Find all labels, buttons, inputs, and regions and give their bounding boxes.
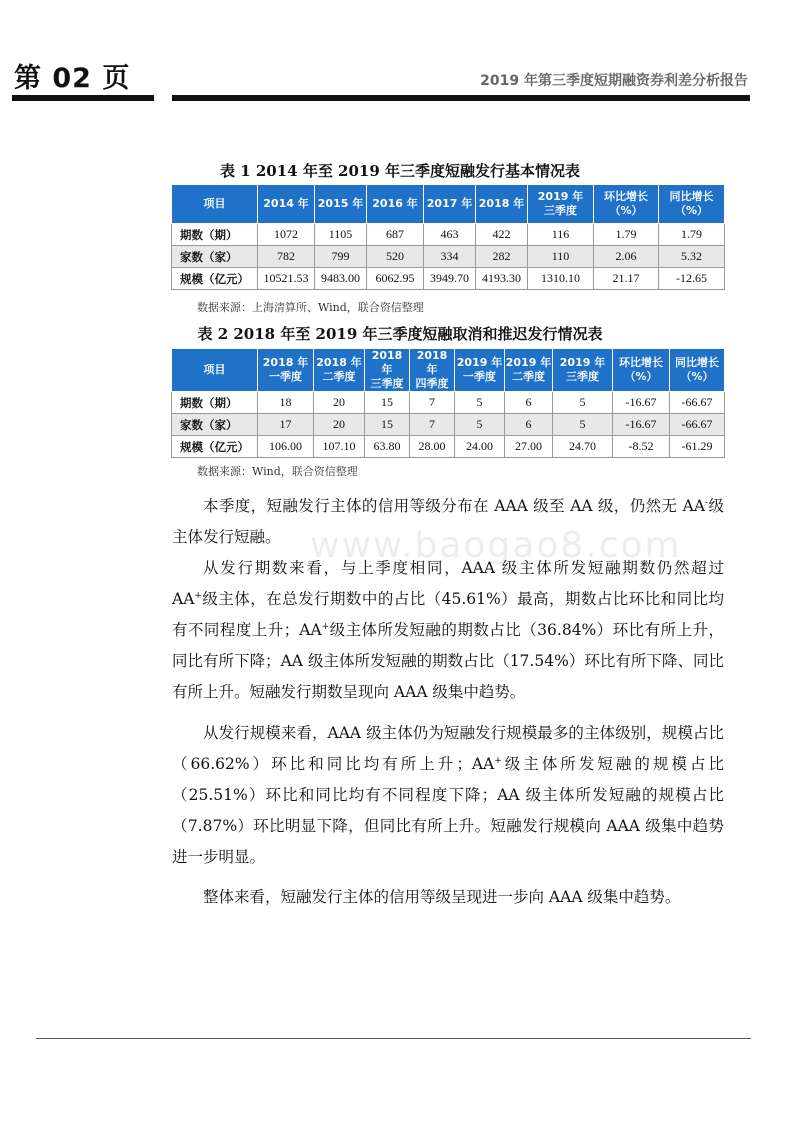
table2-cell: 63.80 xyxy=(365,436,410,458)
table1-issuance-overview xyxy=(171,184,725,290)
table1-cell: 282 xyxy=(476,246,528,268)
table1-caption: 表 1 2014 年至 2019 年三季度短融发行基本情况表 xyxy=(219,162,581,180)
table2-caption: 表 2 2018 年至 2019 年三季度短融取消和推迟发行情况表 xyxy=(197,325,603,343)
table1-header-cell: 2016 年 xyxy=(367,185,424,224)
table2-row-label: 家数（家） xyxy=(172,414,258,436)
table1-cell: 799 xyxy=(315,246,367,268)
table2-row xyxy=(172,414,725,436)
table2-cell: -16.67 xyxy=(613,414,670,436)
table1-header-row xyxy=(172,185,725,224)
table2-cell: 24.00 xyxy=(455,436,505,458)
table1-cell: 687 xyxy=(367,224,424,246)
table2-header-cell: 2019 年 三季度 xyxy=(553,349,613,392)
table1-cell: 5.32 xyxy=(659,246,725,268)
report-title: 2019 年第三季度短期融资券利差分析报告 xyxy=(480,73,748,89)
table1-cell: 9483.00 xyxy=(315,268,367,290)
paragraph-issuance-count xyxy=(172,553,724,708)
table1-row-label: 规模（亿元） xyxy=(172,268,258,290)
table1-header-cell: 项目 xyxy=(172,185,258,224)
watermark: www.baogao8.com xyxy=(310,525,682,566)
table2-cell: 18 xyxy=(258,392,314,414)
paragraph-rating-distribution xyxy=(172,491,724,553)
table2-cell: 5 xyxy=(553,392,613,414)
table2-cell: 28.00 xyxy=(410,436,455,458)
table2-cell: 17 xyxy=(258,414,314,436)
table2-header-row xyxy=(172,349,725,392)
table1-header-cell: 同比增长 （%） xyxy=(659,185,725,224)
p2-text-c: 级主体所发短融的期数占比（36.84%）环比有所上升，同比有所下降；AA 级主体所发短融的期数占比（17.54%）环比有所下降、同比有所上升。短融发行期数呈现向 AAA 级集中趋势。 xyxy=(172,621,724,701)
table1-source-note: 数据来源：上海清算所、Wind，联合资信整理 xyxy=(197,301,424,314)
table1-cell: 10521.53 xyxy=(258,268,315,290)
table1-cell: 463 xyxy=(424,224,476,246)
p3-superscript: + xyxy=(494,755,502,766)
table1-cell: -12.65 xyxy=(659,268,725,290)
table2-cell: -66.67 xyxy=(670,392,725,414)
table1-header-cell: 2014 年 xyxy=(258,185,315,224)
table1-cell: 782 xyxy=(258,246,315,268)
p2-text-b: 级主体，在总发行期数中的占比（45.61%）最高，期数占比环比和同比均有不同程度上升；AA xyxy=(172,590,724,639)
table2-header-cell: 项目 xyxy=(172,349,258,392)
table2-row-label: 规模（亿元） xyxy=(172,436,258,458)
table2-header-cell: 2018 年 二季度 xyxy=(314,349,365,392)
table1-cell: 2.06 xyxy=(594,246,659,268)
table1-cell: 1105 xyxy=(315,224,367,246)
table2-header-cell: 环比增长 （%） xyxy=(613,349,670,392)
table2-cell: 24.70 xyxy=(553,436,613,458)
table1-row xyxy=(172,224,725,246)
table2-header-cell: 同比增长 （%） xyxy=(670,349,725,392)
page-number-label: 第 02 页 xyxy=(14,63,131,94)
table2-cell: 7 xyxy=(410,392,455,414)
p3-text-b: 级主体所发短融的规模占比（25.51%）环比和同比均有不同程度下降；AA 级主体所发短融的规模占比（7.87%）环比明显下降，但同比有所上升。短融发行规模向 AAA 级集中趋势进一步明显。 xyxy=(172,755,724,866)
table1-header-cell: 环比增长 （%） xyxy=(594,185,659,224)
table2-cell: 5 xyxy=(455,414,505,436)
p2-text-a: 从发行期数来看，与上季度相同，AAA 级主体所发短融期数仍然超过 AA xyxy=(172,559,724,608)
table2-cell: 107.10 xyxy=(314,436,365,458)
table1-cell: 4193.30 xyxy=(476,268,528,290)
table2-header-cell: 2018 年 三季度 xyxy=(365,349,410,392)
table2-row-label: 期数（期） xyxy=(172,392,258,414)
table1-cell: 6062.95 xyxy=(367,268,424,290)
table1-cell: 3949.70 xyxy=(424,268,476,290)
paragraph-issuance-scale xyxy=(172,718,724,873)
table1-header-cell: 2018 年 xyxy=(476,185,528,224)
table1-cell: 110 xyxy=(528,246,594,268)
table2-cell: 5 xyxy=(553,414,613,436)
table1-row-label: 期数（期） xyxy=(172,224,258,246)
table1-cell: 334 xyxy=(424,246,476,268)
table1-cell: 116 xyxy=(528,224,594,246)
table2-cell: 20 xyxy=(314,392,365,414)
table2-cell: 6 xyxy=(505,414,553,436)
table2-cell: 7 xyxy=(410,414,455,436)
header-rule-right xyxy=(172,95,750,101)
table2-cell: -61.29 xyxy=(670,436,725,458)
table1-cell: 21.17 xyxy=(594,268,659,290)
p3-text-a: 从发行规模来看，AAA 级主体仍为短融发行规模最多的主体级别，规模占比（66.62%）环比和同比均有所上升；AA xyxy=(172,724,724,773)
p2-superscript-2: + xyxy=(321,621,330,632)
table1-row-label: 家数（家） xyxy=(172,246,258,268)
p1-text-b: 级主体发行短融。 xyxy=(172,497,724,546)
table1-cell: 1.79 xyxy=(659,224,725,246)
table1-header-cell: 2017 年 xyxy=(424,185,476,224)
table2-header-cell: 2018 年 一季度 xyxy=(258,349,314,392)
table1-header-cell: 2015 年 xyxy=(315,185,367,224)
table1-header-cell: 2019 年 三季度 xyxy=(528,185,594,224)
table1-cell: 1.79 xyxy=(594,224,659,246)
table2-cell: 106.00 xyxy=(258,436,314,458)
table2-cell: 15 xyxy=(365,392,410,414)
p1-text-a: 本季度，短融发行主体的信用等级分布在 AAA 级至 AA 级，仍然无 AA xyxy=(203,497,706,515)
table2-cell: -66.67 xyxy=(670,414,725,436)
table2-cell: 20 xyxy=(314,414,365,436)
header-rule-left xyxy=(12,95,154,101)
table2-source-note: 数据来源：Wind，联合资信整理 xyxy=(197,465,358,478)
table2-cell: -8.52 xyxy=(613,436,670,458)
table1-row xyxy=(172,268,725,290)
table2-cell: 6 xyxy=(505,392,553,414)
table2-header-cell: 2019 年 一季度 xyxy=(455,349,505,392)
table2-cell: 5 xyxy=(455,392,505,414)
p1-superscript: - xyxy=(705,497,709,508)
table2-cell: -16.67 xyxy=(613,392,670,414)
table2-cancelled-postponed xyxy=(171,348,725,458)
table2-cell: 15 xyxy=(365,414,410,436)
table1-cell: 1310.10 xyxy=(528,268,594,290)
table2-cell: 27.00 xyxy=(505,436,553,458)
paragraph-overall-summary: 整体来看，短融发行主体的信用等级呈现进一步向 AAA 级集中趋势。 xyxy=(203,888,681,906)
table2-header-cell: 2018 年 四季度 xyxy=(410,349,455,392)
table1-cell: 422 xyxy=(476,224,528,246)
footer-rule xyxy=(36,1038,751,1039)
table1-cell: 520 xyxy=(367,246,424,268)
table2-header-cell: 2019 年 二季度 xyxy=(505,349,553,392)
table2-row xyxy=(172,392,725,414)
table1-cell: 1072 xyxy=(258,224,315,246)
table2-row xyxy=(172,436,725,458)
table1-row xyxy=(172,246,725,268)
p2-superscript-1: + xyxy=(194,590,202,601)
